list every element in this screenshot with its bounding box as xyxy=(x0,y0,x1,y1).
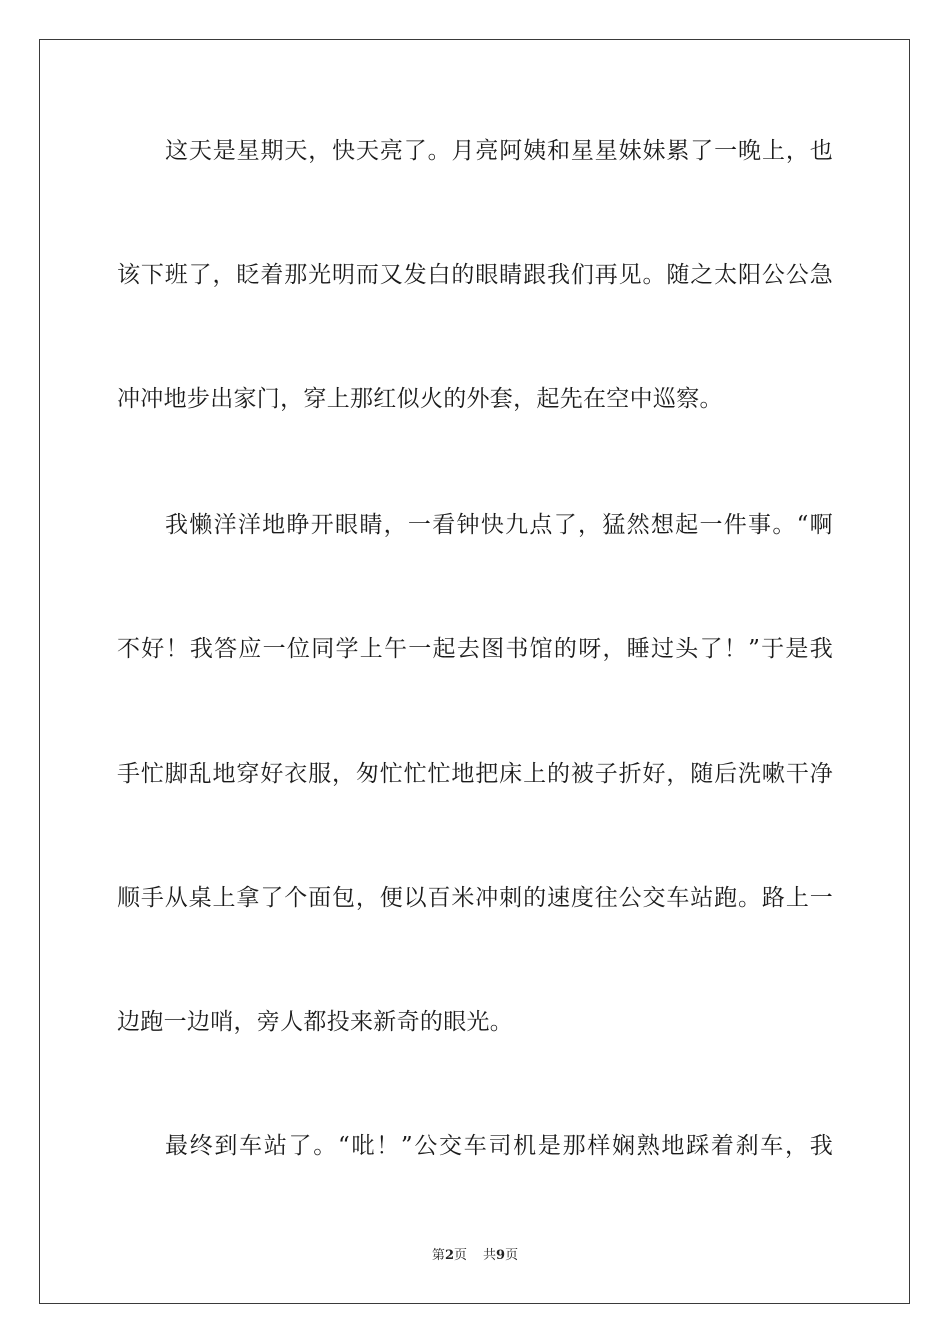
text-line-8: 边跑一边哨，旁人都投来新奇的眼光。 xyxy=(117,1009,514,1035)
total-pages: 9 xyxy=(496,1248,506,1263)
page-suffix: 页 xyxy=(453,1248,467,1263)
text-line-2: 该下班了，眨着那光明而又发白的眼睛跟我们再见。随之太阳公公急 xyxy=(117,262,833,288)
text-line-7: 顺手从桌上拿了个面包，便以百米冲刺的速度往公交车站跑。路上一 xyxy=(117,885,833,911)
text-line-1: 这天是星期天，快天亮了。月亮阿姨和星星妹妹累了一晚上，也 xyxy=(165,138,833,164)
page-border xyxy=(39,39,910,1304)
text-line-6: 手忙脚乱地穿好衣服，匆忙忙忙地把床上的被子折好，随后洗嗽干净 xyxy=(117,761,833,787)
text-line-4: 我懒洋洋地睁开眼睛，一看钟快九点了，猛然想起一件事。“啊 xyxy=(165,512,833,538)
text-line-9: 最终到车站了。“吡！”公交车司机是那样娴熟地踩着刹车，我 xyxy=(165,1133,833,1159)
total-suffix: 页 xyxy=(505,1248,519,1263)
page-footer xyxy=(0,1247,950,1265)
page-number: 2 xyxy=(444,1248,454,1263)
text-line-5: 不好！我答应一位同学上午一起去图书馆的呀，睡过头了！”于是我 xyxy=(117,636,833,662)
text-line-3: 冲冲地步出家门，穿上那红似火的外套，起先在空中巡察。 xyxy=(117,386,723,412)
page-prefix: 第 xyxy=(431,1248,445,1263)
total-prefix: 共 xyxy=(483,1248,497,1263)
